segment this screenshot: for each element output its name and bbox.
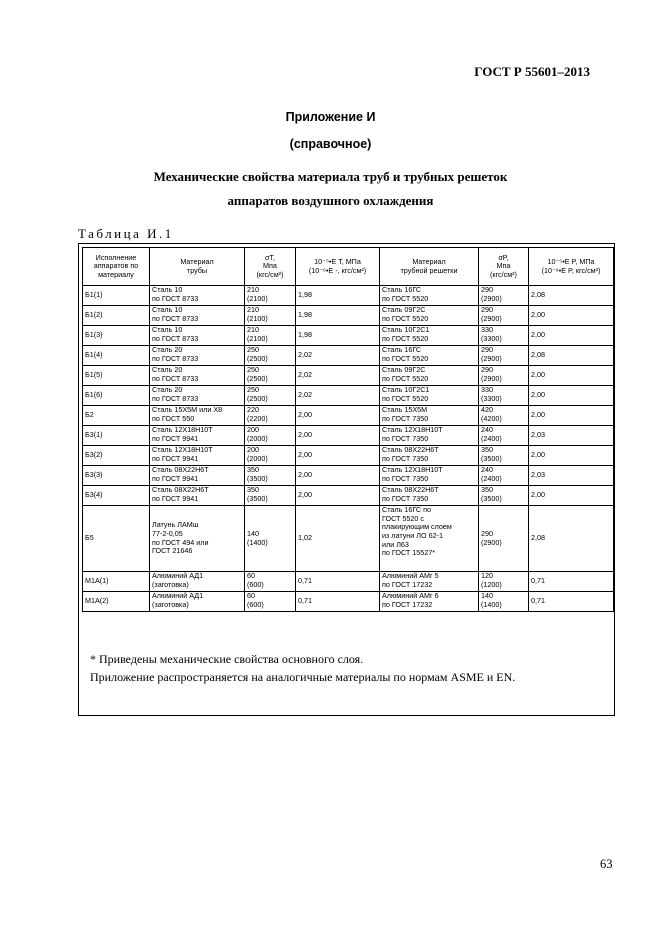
table-header-row <box>83 248 614 286</box>
table-row <box>83 426 614 446</box>
cell-sigma-t: 250 (2500) <box>245 346 296 366</box>
cell-design-code: Б1(4) <box>83 346 150 366</box>
cell-e-t: 2,00 <box>296 426 380 446</box>
table-row <box>83 486 614 506</box>
cell-tube-material: Сталь 08Х22Н6Т по ГОСТ 9941 <box>150 486 245 506</box>
cell-design-code: Б2 <box>83 406 150 426</box>
cell-sigma-p: 350 (3500) <box>479 446 529 466</box>
table-row <box>83 466 614 486</box>
annex-title: Приложение И <box>285 110 376 124</box>
cell-tube-material: Сталь 12Х18Н10Т по ГОСТ 9941 <box>150 446 245 466</box>
cell-sigma-t: 60 (600) <box>245 592 296 612</box>
cell-e-t: 2,00 <box>296 486 380 506</box>
cell-e-t: 0,71 <box>296 592 380 612</box>
table-row <box>83 572 614 592</box>
footnote-2: Приложение распространяется на аналогичные материалы по нормам ASME и EN. <box>90 670 516 684</box>
cell-e-p: 2,03 <box>529 466 614 486</box>
cell-design-code: Б1(2) <box>83 306 150 326</box>
cell-sigma-t: 200 (2000) <box>245 426 296 446</box>
cell-tube-material: Сталь 08Х22Н6Т по ГОСТ 9941 <box>150 466 245 486</box>
cell-tube-material: Алюминий АД1 (заготовка) <box>150 592 245 612</box>
table-row <box>83 366 614 386</box>
cell-e-t: 2,02 <box>296 386 380 406</box>
cell-tube-material: Сталь 20 по ГОСТ 8733 <box>150 366 245 386</box>
cell-design-code: Б1(5) <box>83 366 150 386</box>
cell-e-p: 2,00 <box>529 326 614 346</box>
cell-e-t: 2,02 <box>296 366 380 386</box>
cell-sheet-material: Алюминий АМг 5 по ГОСТ 17232 <box>380 572 479 592</box>
header-sheet-material: Материал трубной решетки <box>380 248 479 286</box>
cell-sigma-t: 350 (3500) <box>245 486 296 506</box>
cell-design-code: Б5 <box>83 506 150 572</box>
cell-sigma-p: 140 (1400) <box>479 592 529 612</box>
cell-sigma-t: 60 (600) <box>245 572 296 592</box>
page-number: 63 <box>600 857 613 871</box>
footnotes <box>90 650 515 686</box>
cell-e-t: 1,98 <box>296 306 380 326</box>
cell-design-code: Б3(2) <box>83 446 150 466</box>
header-design: Исполнение аппаратов по материалу <box>83 248 150 286</box>
cell-sheet-material: Сталь 09Г2С по ГОСТ 5520 <box>380 366 479 386</box>
cell-sheet-material: Сталь 08Х22Н6Т по ГОСТ 7350 <box>380 446 479 466</box>
cell-tube-material: Латунь ЛАМш 77-2-0,05 по ГОСТ 494 или ГОСТ 21646 <box>150 506 245 572</box>
table-row <box>83 306 614 326</box>
cell-e-t: 1,98 <box>296 326 380 346</box>
cell-tube-material: Сталь 10 по ГОСТ 8733 <box>150 286 245 306</box>
cell-design-code: Б3(4) <box>83 486 150 506</box>
cell-e-p: 2,03 <box>529 426 614 446</box>
cell-design-code: Б3(3) <box>83 466 150 486</box>
cell-e-t: 1,02 <box>296 506 380 572</box>
cell-sigma-p: 350 (3500) <box>479 486 529 506</box>
header-sigma-p: σP, Мпа (кгс/см²) <box>479 248 529 286</box>
cell-sigma-t: 210 (2100) <box>245 286 296 306</box>
cell-sigma-p: 420 (4200) <box>479 406 529 426</box>
cell-e-p: 2,08 <box>529 346 614 366</box>
table-frame <box>78 243 615 716</box>
cell-sheet-material: Сталь 16ГС по ГОСТ 5520 <box>380 346 479 366</box>
header-e-p: 10⁻⁵•E P, МПа (10⁻⁶•E P, кгс/см²) <box>529 248 614 286</box>
cell-sheet-material: Сталь 12Х18Н10Т по ГОСТ 7350 <box>380 426 479 446</box>
cell-e-p: 2,08 <box>529 506 614 572</box>
cell-tube-material: Сталь 20 по ГОСТ 8733 <box>150 346 245 366</box>
cell-sheet-material: Сталь 08Х22Н6Т по ГОСТ 7350 <box>380 486 479 506</box>
cell-sigma-p: 290 (2900) <box>479 306 529 326</box>
annex-status: (справочное) <box>289 137 372 151</box>
cell-e-t: 2,00 <box>296 446 380 466</box>
cell-e-p: 2,00 <box>529 446 614 466</box>
cell-sigma-t: 200 (2000) <box>245 446 296 466</box>
cell-e-p: 2,00 <box>529 486 614 506</box>
cell-sheet-material: Сталь 10Г2С1 по ГОСТ 5520 <box>380 386 479 406</box>
table-row <box>83 386 614 406</box>
document-code: ГОСТ Р 55601–2013 <box>474 64 590 79</box>
table-row <box>83 346 614 366</box>
table-row <box>83 286 614 306</box>
cell-sigma-p: 290 (2900) <box>479 286 529 306</box>
footnote-1: * Приведены механические свойства основного слоя. <box>90 652 364 666</box>
cell-e-t: 1,98 <box>296 286 380 306</box>
cell-tube-material: Сталь 10 по ГОСТ 8733 <box>150 326 245 346</box>
cell-tube-material: Сталь 12Х18Н10Т по ГОСТ 9941 <box>150 426 245 446</box>
cell-sigma-p: 240 (2400) <box>479 426 529 446</box>
heading-line-1: Механические свойства материала труб и трубных решеток <box>153 169 508 184</box>
cell-e-p: 2,08 <box>529 286 614 306</box>
cell-sheet-material: Сталь 12Х18Н10Т по ГОСТ 7350 <box>380 466 479 486</box>
table-row <box>83 326 614 346</box>
cell-sigma-p: 290 (2900) <box>479 506 529 572</box>
table-row <box>83 406 614 426</box>
cell-sheet-material: Сталь 16ГС по ГОСТ 5520 <box>380 286 479 306</box>
cell-e-t: 0,71 <box>296 572 380 592</box>
properties-table <box>82 247 614 612</box>
table-row <box>83 446 614 466</box>
cell-tube-material: Алюминий АД1 (заготовка) <box>150 572 245 592</box>
cell-sigma-p: 290 (2900) <box>479 346 529 366</box>
cell-e-t: 2,02 <box>296 346 380 366</box>
cell-sigma-p: 330 (3300) <box>479 326 529 346</box>
cell-tube-material: Сталь 20 по ГОСТ 8733 <box>150 386 245 406</box>
cell-sheet-material: Алюминий АМг 6 по ГОСТ 17232 <box>380 592 479 612</box>
cell-design-code: Б1(6) <box>83 386 150 406</box>
cell-sheet-material: Сталь 16ГС по ГОСТ 5520 с плакирующим слоем из латуни ЛО 62-1 или Л63 по ГОСТ 15527* <box>380 506 479 572</box>
cell-sheet-material: Сталь 15Х5М по ГОСТ 7350 <box>380 406 479 426</box>
cell-e-t: 2,00 <box>296 406 380 426</box>
cell-sigma-t: 350 (3500) <box>245 466 296 486</box>
cell-e-t: 2,00 <box>296 466 380 486</box>
cell-sigma-p: 240 (2400) <box>479 466 529 486</box>
cell-e-p: 2,00 <box>529 406 614 426</box>
cell-sigma-t: 210 (2100) <box>245 326 296 346</box>
table-caption: Таблица И.1 <box>78 226 174 241</box>
cell-sigma-t: 140 (1400) <box>245 506 296 572</box>
cell-tube-material: Сталь 10 по ГОСТ 8733 <box>150 306 245 326</box>
table-row <box>83 506 614 572</box>
cell-design-code: М1А(2) <box>83 592 150 612</box>
cell-design-code: Б1(3) <box>83 326 150 346</box>
cell-sheet-material: Сталь 09Г2С по ГОСТ 5520 <box>380 306 479 326</box>
cell-design-code: Б3(1) <box>83 426 150 446</box>
cell-sigma-t: 250 (2500) <box>245 366 296 386</box>
cell-sigma-p: 120 (1200) <box>479 572 529 592</box>
cell-e-p: 0,71 <box>529 572 614 592</box>
cell-sigma-p: 330 (3300) <box>479 386 529 406</box>
cell-sigma-p: 290 (2900) <box>479 366 529 386</box>
cell-tube-material: Сталь 15Х5М или Х8 по ГОСТ 550 <box>150 406 245 426</box>
header-sigma-t: σT, Мпа (кгс/см²) <box>245 248 296 286</box>
table-row <box>83 592 614 612</box>
cell-sheet-material: Сталь 10Г2С1 по ГОСТ 5520 <box>380 326 479 346</box>
cell-sigma-t: 210 (2100) <box>245 306 296 326</box>
header-e-t: 10⁻⁵•E T, МПа (10⁻⁶•E -, кгс/см²) <box>296 248 380 286</box>
cell-design-code: Б1(1) <box>83 286 150 306</box>
heading-line-2: аппаратов воздушного охлаждения <box>227 193 434 208</box>
cell-e-p: 2,00 <box>529 306 614 326</box>
cell-e-p: 2,00 <box>529 386 614 406</box>
cell-design-code: М1А(1) <box>83 572 150 592</box>
header-tube-material: Материал трубы <box>150 248 245 286</box>
cell-sigma-t: 220 (2200) <box>245 406 296 426</box>
cell-sigma-t: 250 (2500) <box>245 386 296 406</box>
cell-e-p: 0,71 <box>529 592 614 612</box>
cell-e-p: 2,00 <box>529 366 614 386</box>
